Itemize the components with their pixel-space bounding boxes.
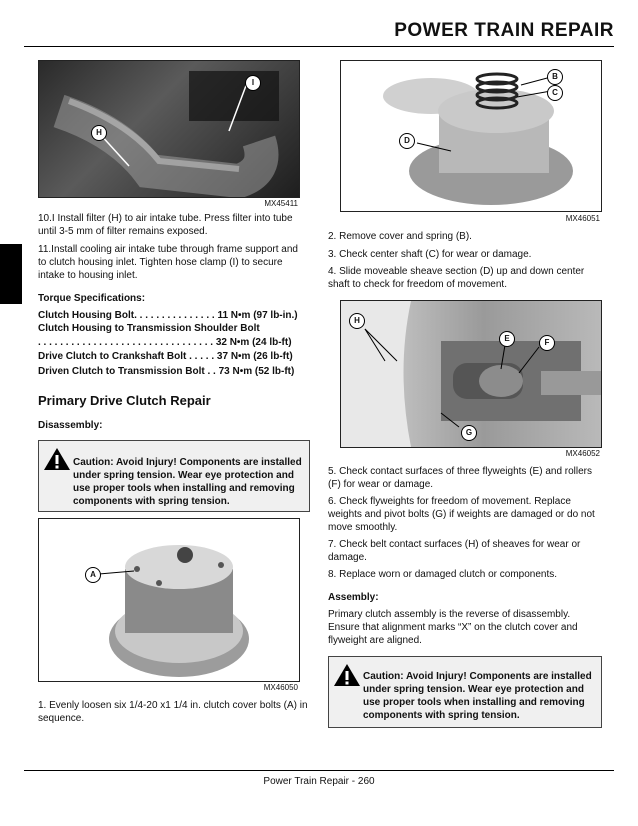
callout-h: H bbox=[91, 125, 107, 141]
callout-a: A bbox=[85, 567, 101, 583]
clutch-spring-illustration bbox=[341, 61, 601, 211]
page-title: POWER TRAIN REPAIR bbox=[394, 20, 614, 41]
torque-heading: Torque Specifications: bbox=[38, 293, 146, 304]
step-2: 2. Remove cover and spring (B). bbox=[328, 231, 472, 242]
torque-row: Clutch Housing to Transmission Shoulder Bolt bbox=[38, 323, 260, 334]
section-title: Primary Drive Clutch Repair bbox=[38, 393, 211, 408]
flyweights-photo bbox=[340, 300, 602, 448]
figure-id: MX45411 bbox=[264, 199, 298, 208]
figure-id: MX46051 bbox=[565, 214, 600, 223]
callout-h: H bbox=[349, 313, 365, 329]
figure-id: MX46050 bbox=[263, 683, 298, 692]
callout-i: I bbox=[245, 75, 261, 91]
warning-triangle-icon bbox=[333, 663, 361, 687]
assembly-heading: Assembly: bbox=[328, 592, 379, 603]
step-3: 3. Check center shaft (C) for wear or damage. bbox=[328, 249, 532, 260]
intake-tube-photo bbox=[38, 60, 300, 198]
figure-id: MX46052 bbox=[565, 449, 600, 458]
step-7: 7. Check belt contact surfaces (H) of sheaves for wear or damage. bbox=[328, 539, 581, 563]
clutch-cover-photo bbox=[38, 518, 300, 682]
assembly-text: Primary clutch assembly is the reverse of disassembly. Ensure that alignment marks “X” on the clutch cover and flyweight are aligned. bbox=[328, 609, 578, 646]
warning-triangle-icon bbox=[43, 447, 71, 471]
callout-d: D bbox=[399, 133, 415, 149]
page-footer: Power Train Repair - 260 bbox=[263, 776, 375, 787]
chapter-thumb-tab bbox=[0, 244, 22, 304]
step-4: 4. Slide moveable sheave section (D) up and down center shaft to check for freedom of movement. bbox=[328, 266, 585, 290]
torque-row: Clutch Housing Bolt. . . . . . . . . . . . . . . 11 N•m (97 lb-in.) bbox=[38, 310, 298, 321]
step-10: 10.I Install filter (H) to air intake tube. Press filter into tube until 3-5 mm of filter remains exposed. bbox=[38, 213, 293, 237]
step-6: 6. Check flyweights for freedom of movement. Replace weights and pivot bolts (G) if weights are damaged or do not move smoothly. bbox=[328, 496, 595, 533]
step-11: 11.Install cooling air intake tube through frame support and to clutch housing inlet. Tighten hose clamp (I) to secure intake to housing inlet. bbox=[38, 244, 298, 281]
torque-row: Driven Clutch to Transmission Bolt . . 73 N•m (52 lb-ft) bbox=[38, 366, 295, 377]
callout-g: G bbox=[461, 425, 477, 441]
caution-text: Caution: Avoid Injury! Components are installed under spring tension. Wear eye protection and use proper tools when installing and removing components with spring tension. bbox=[363, 671, 592, 721]
footer-rule bbox=[24, 770, 614, 771]
torque-row: . . . . . . . . . . . . . . . . . . . . . . . . . . . . . . . . 32 N•m (24 lb-ft) bbox=[38, 337, 292, 348]
step-1: 1. Evenly loosen six 1/4-20 x1 1/4 in. clutch cover bolts (A) in sequence. bbox=[38, 700, 308, 724]
torque-row: Drive Clutch to Crankshaft Bolt . . . . . 37 N•m (26 lb-ft) bbox=[38, 351, 293, 362]
header-rule bbox=[24, 46, 614, 47]
callout-b: B bbox=[547, 69, 563, 85]
callout-e: E bbox=[499, 331, 515, 347]
step-5: 5. Check contact surfaces of three flyweights (E) and rollers (F) for wear or damage. bbox=[328, 466, 593, 490]
step-8: 8. Replace worn or damaged clutch or components. bbox=[328, 569, 558, 580]
caution-text: Caution: Avoid Injury! Components are installed under spring tension. Wear eye protection and use proper tools when installing and removing components with spring tension. bbox=[73, 457, 302, 507]
clutch-cover-illustration bbox=[39, 519, 299, 681]
caution-box bbox=[328, 656, 602, 728]
callout-f: F bbox=[539, 335, 555, 351]
callout-c: C bbox=[547, 85, 563, 101]
caution-box bbox=[38, 440, 310, 512]
clutch-spring-photo bbox=[340, 60, 602, 212]
disassembly-heading: Disassembly: bbox=[38, 420, 103, 431]
